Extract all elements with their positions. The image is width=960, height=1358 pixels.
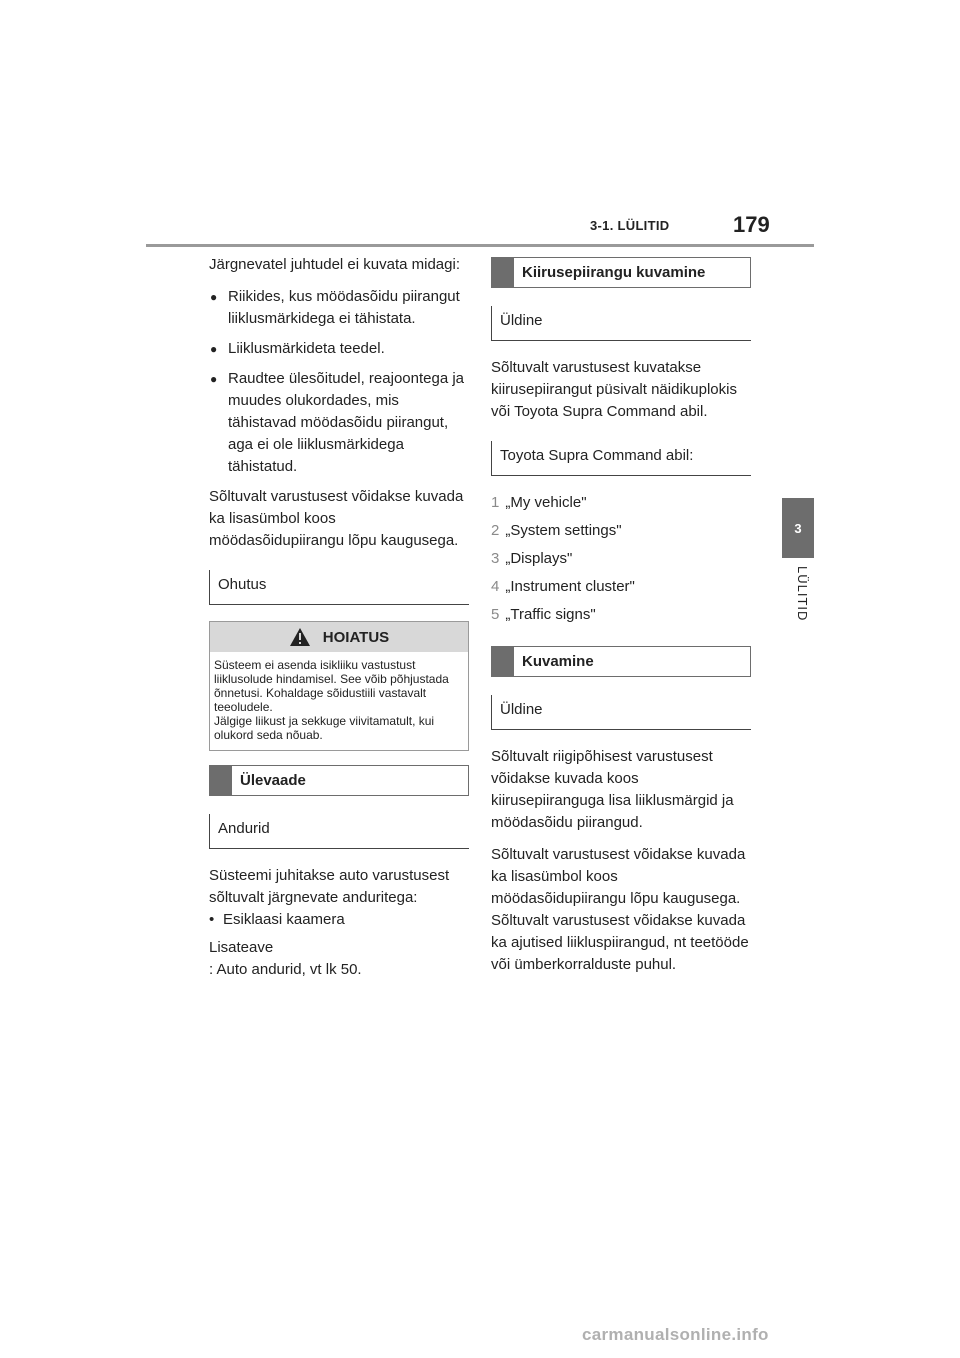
overview-heading: Ülevaade [209, 765, 469, 796]
header-divider [146, 244, 814, 247]
more-info-label: Lisateave [209, 939, 274, 956]
left-column [209, 254, 469, 991]
step-item: 2 „System settings" [491, 522, 622, 539]
step-item: 3 „Displays" [491, 550, 573, 567]
chapter-tab-label: LÜLITID [795, 566, 810, 622]
warning-box [209, 621, 469, 751]
display-heading: Kuvamine [491, 646, 751, 677]
step-item: 4 „Instrument cluster" [491, 578, 635, 595]
display-text: Sõltuvalt varustusest võidakse kuvada ka lisasümbol koos möödasõidupiirangu lõpu kaugusega. Sõltuvalt varustusest võidakse kuvada ka ajutised liikluspiirangud, nt teetööde või ümberkorralduste puhul. [491, 846, 749, 973]
warning-triangle-icon [289, 627, 311, 647]
speed-limit-heading: Kiirusepiirangu kuvamine [491, 257, 751, 288]
warning-title-bar [210, 622, 468, 652]
right-column [491, 254, 751, 986]
step-item: 5 „Traffic signs" [491, 606, 596, 623]
bullet-item: ● Raudtee ülesõitudel, reajoontega ja muudes olukordades, mis tähistavad möödasõidu piirangut, aga ei ole liiklusmärkidega tähistatud. [209, 368, 469, 478]
warning-line: Süsteem ei asenda isikliiku vastustust liiklusolude hindamisel. See võib põhjustada õnnetusi. Kohaldage sõidustiili vastavalt teeoludele. [214, 658, 449, 714]
general-subheading: Üldine [491, 306, 751, 341]
bullet-item: ● Liiklusmärkideta teedel. [209, 338, 469, 360]
warning-line: Jälgige liikust ja sekkuge viivitamatult, kui olukord seda nõuab. [214, 714, 435, 742]
more-info-reference: : Auto andurid, vt lk 50. [209, 961, 362, 978]
chapter-tab: 3 [782, 498, 814, 558]
sensor-list-item: • Esiklaasi kaamera [209, 909, 469, 931]
section-title: 3-1. LÜLITID [590, 218, 670, 233]
general-subheading: Üldine [491, 695, 751, 730]
command-subheading: Toyota Supra Command abil: [491, 441, 751, 476]
speed-limit-text: Sõltuvalt varustusest kuvatakse kiirusepiirangut püsivalt näidikuplokis või Toyota Supra Command abil. [491, 359, 737, 420]
page-number: 179 [733, 212, 770, 237]
safety-subheading: Ohutus [209, 570, 469, 605]
warning-title: HOIATUS [322, 628, 390, 646]
sensors-text: Süsteemi juhitakse auto varustusest sõltuvalt järgnevate anduritega: [209, 867, 450, 906]
step-item: 1 „My vehicle" [491, 494, 587, 511]
bullet-item: ● Riikides, kus möödasõidu piirangut liiklusmärkidega ei tähistata. [209, 286, 469, 330]
watermark: carmanualsonline.info [582, 1325, 769, 1344]
warning-body [210, 652, 468, 750]
intro-text: Järgnevatel juhtudel ei kuvata midagi: [209, 256, 460, 273]
symbol-note: Sõltuvalt varustusest võidakse kuvada ka lisasümbol koos möödasõidupiirangu lõpu kaugusega. [209, 488, 464, 549]
sensors-subheading: Andurid [209, 814, 469, 849]
display-text: Sõltuvalt riigipõhisest varustusest võidakse kuvada koos kiirusepiiranguga lisa liiklusmärgid ja möödasõidu piirangud. [491, 748, 734, 831]
